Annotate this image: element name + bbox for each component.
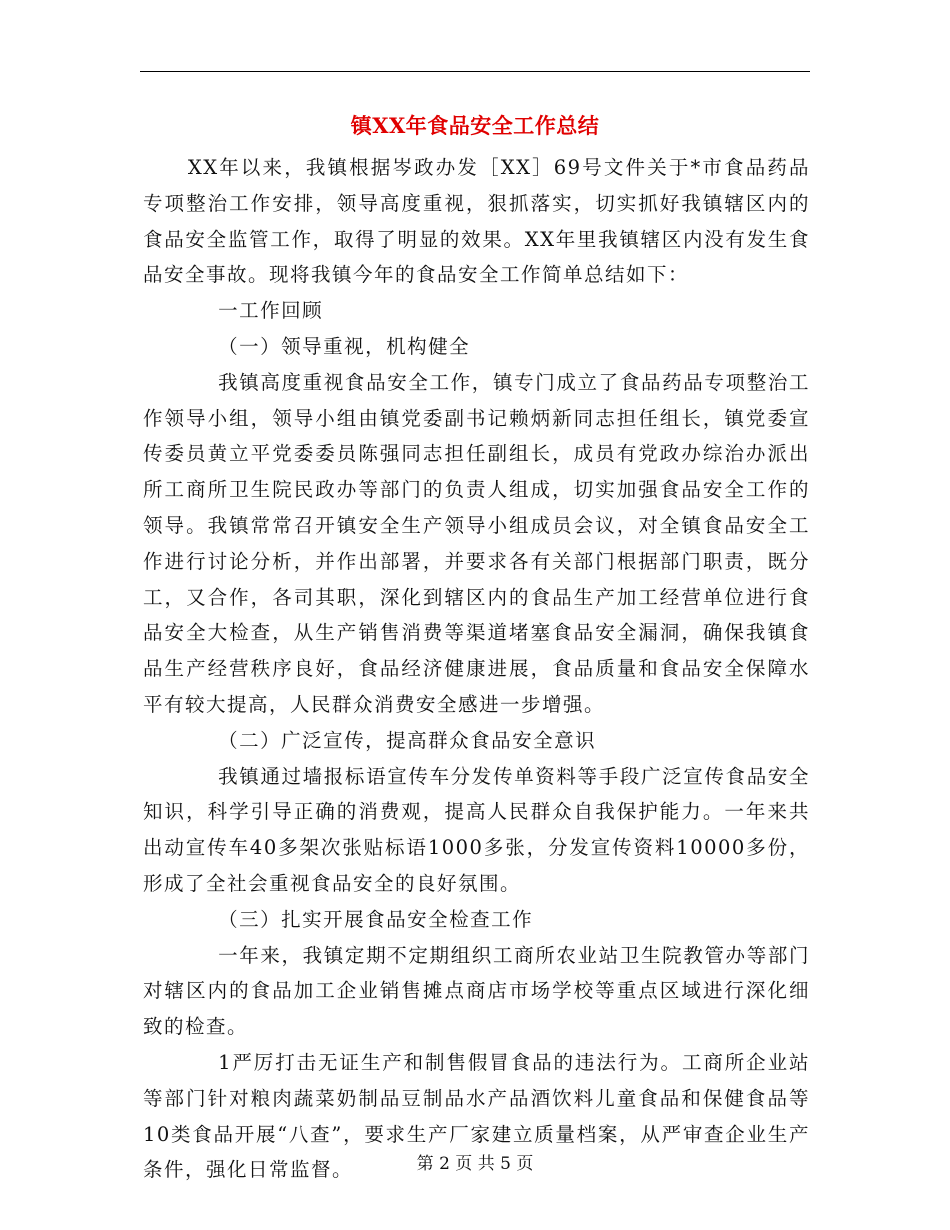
paragraph-inspection: 一年来，我镇定期不定期组织工商所农业站卫生院教管办等部门对辖区内的食品加工企业销售摊点商店市场学校等重点区域进行深化细致的检查。: [143, 943, 810, 1039]
section-heading-review: 一工作回顾: [218, 299, 324, 323]
footer-suffix: 页: [516, 1154, 534, 1174]
subsection-heading-1: （一）领导重视，机构健全: [218, 334, 471, 358]
subsection-heading-3: （三）扎实开展食品安全检查工作: [218, 907, 534, 931]
subsection-heading-2: （二）广泛宣传，提高群众食品安全意识: [218, 728, 597, 752]
footer-total-pages: 5: [500, 1154, 511, 1174]
paragraph-crackdown: 1严厉打击无证生产和制售假冒食品的违法行为。工商所企业站等部门针对粮肉蔬菜奶制品豆制品水产品酒饮料儿童食品和保健食品等10类食品开展“八查”，要求生产厂家建立质量档案，从严审查企业生产条件，强化日常监督。: [143, 1050, 810, 1182]
footer-prefix: 第: [416, 1154, 434, 1174]
paragraph-publicity: 我镇通过墙报标语宣传车分发传单资料等手段广泛宣传食品安全知识，科学引导正确的消费观，提高人民群众自我保护能力。一年来共出动宣传车40多架次张贴标语1000多张，分发宣传资料10000多份，形成了全社会重视食品安全的良好氛围。: [143, 764, 810, 895]
paragraph-intro: XX年以来，我镇根据岑政办发［XX］69号文件关于*市食品药品专项整治工作安排，领导高度重视，狠抓落实，切实抓好我镇辖区内的食品安全监管工作，取得了明显的效果。XX年里我镇辖区内没有发生食品安全事故。现将我镇今年的食品安全工作简单总结如下：: [143, 156, 810, 287]
footer-middle: 页 共: [455, 1154, 495, 1174]
footer-current-page: 2: [439, 1154, 450, 1174]
document-body: [143, 150, 810, 1188]
document-title: 镇XX年食品安全工作总结: [350, 113, 600, 138]
paragraph-leadership: 我镇高度重视食品安全工作，镇专门成立了食品药品专项整治工作领导小组，领导小组由镇党委副书记赖炳新同志担任组长，镇党委宣传委员黄立平党委委员陈强同志担任副组长，成员有党政办综治办派出所工商所卫生院民政办等部门的负责人组成，切实加强食品安全工作的领导。我镇常常召开镇安全生产领导小组成员会议，对全镇食品安全工作进行讨论分析，并作出部署，并要求各有关部门根据部门职责，既分工，又合作，各司其职，深化到辖区内的食品生产加工经营单位进行食品安全大检查，从生产销售消费等渠道堵塞食品安全漏洞，确保我镇食品生产经营秩序良好，食品经济健康进展，食品质量和食品安全保障水平有较大提高，人民群众消费安全感进一步增强。: [143, 370, 810, 716]
page-footer: [0, 1152, 950, 1176]
header-rule: [140, 71, 810, 72]
